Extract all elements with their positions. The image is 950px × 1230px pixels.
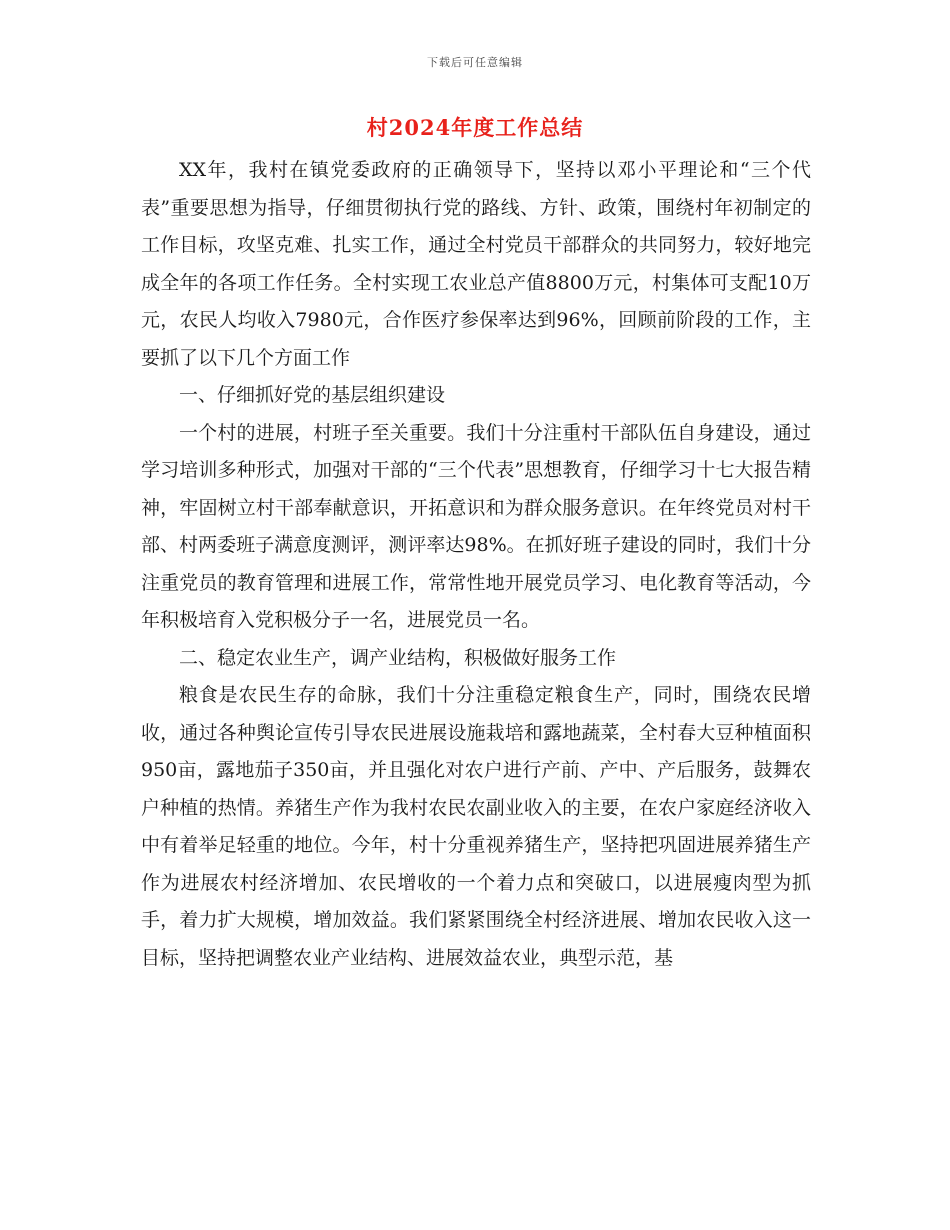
- paragraph-intro: XX年，我村在镇党委政府的正确领导下，坚持以邓小平理论和“三个代表”重要思想为指导，仔细贯彻执行党的路线、方针、政策，围绕村年初制定的工作目标，攻坚克难、扎实工作，通过全村党员干部群众的共同努力，较好地完成全年的各项工作任务。全村实现工农业总产值8800万元，村集体可支配10万元，农民人均收入7980元，合作医疗参保率达到96%，回顾前阶段的工作，主要抓了以下几个方面工作: [141, 159, 811, 369]
- section-heading-1: 一、仔细抓好党的基层组织建设: [179, 384, 446, 406]
- document-title: 村2024年度工作总结: [366, 115, 584, 140]
- paragraph-section-1: 一个村的进展，村班子至关重要。我们十分注重村干部队伍自身建设，通过学习培训多种形式，加强对干部的“三个代表”思想教育，仔细学习十七大报告精神，牢固树立村干部奉献意识，开拓意识和为群众服务意识。在年终党员对村干部、村两委班子满意度测评，测评率达98%。在抓好班子建设的同时，我们十分注重党员的教育管理和进展工作，常常性地开展党员学习、电化教育等活动，今年积极培育入党积极分子一名，进展党员一名。: [141, 421, 811, 631]
- section-heading-2: 二、稳定农业生产，调产业结构，积极做好服务工作: [179, 646, 617, 669]
- paragraph-section-2: 粮食是农民生存的命脉，我们十分注重稳定粮食生产，同时，围绕农民增收，通过各种舆论宣传引导农民进展设施栽培和露地蔬菜，全村春大豆种植面积950亩，露地茄子350亩，并且强化对农户进行产前、产中、产后服务，鼓舞农户种植的热情。养猪生产作为我村农民农副业收入的主要，在农户家庭经济收入中有着举足轻重的地位。今年，村十分重视养猪生产，坚持把巩固进展养猪生产作为进展农村经济增加、农民增收的一个着力点和突破口，以进展瘦肉型为抓手，着力扩大规模，增加效益。我们紧紧围绕全村经济进展、增加农民收入这一目标，坚持把调整农业产业结构、进展效益农业，典型示范，基: [141, 684, 811, 969]
- document-body: [141, 152, 811, 977]
- page-header-note: 下载后可任意编辑: [427, 56, 523, 69]
